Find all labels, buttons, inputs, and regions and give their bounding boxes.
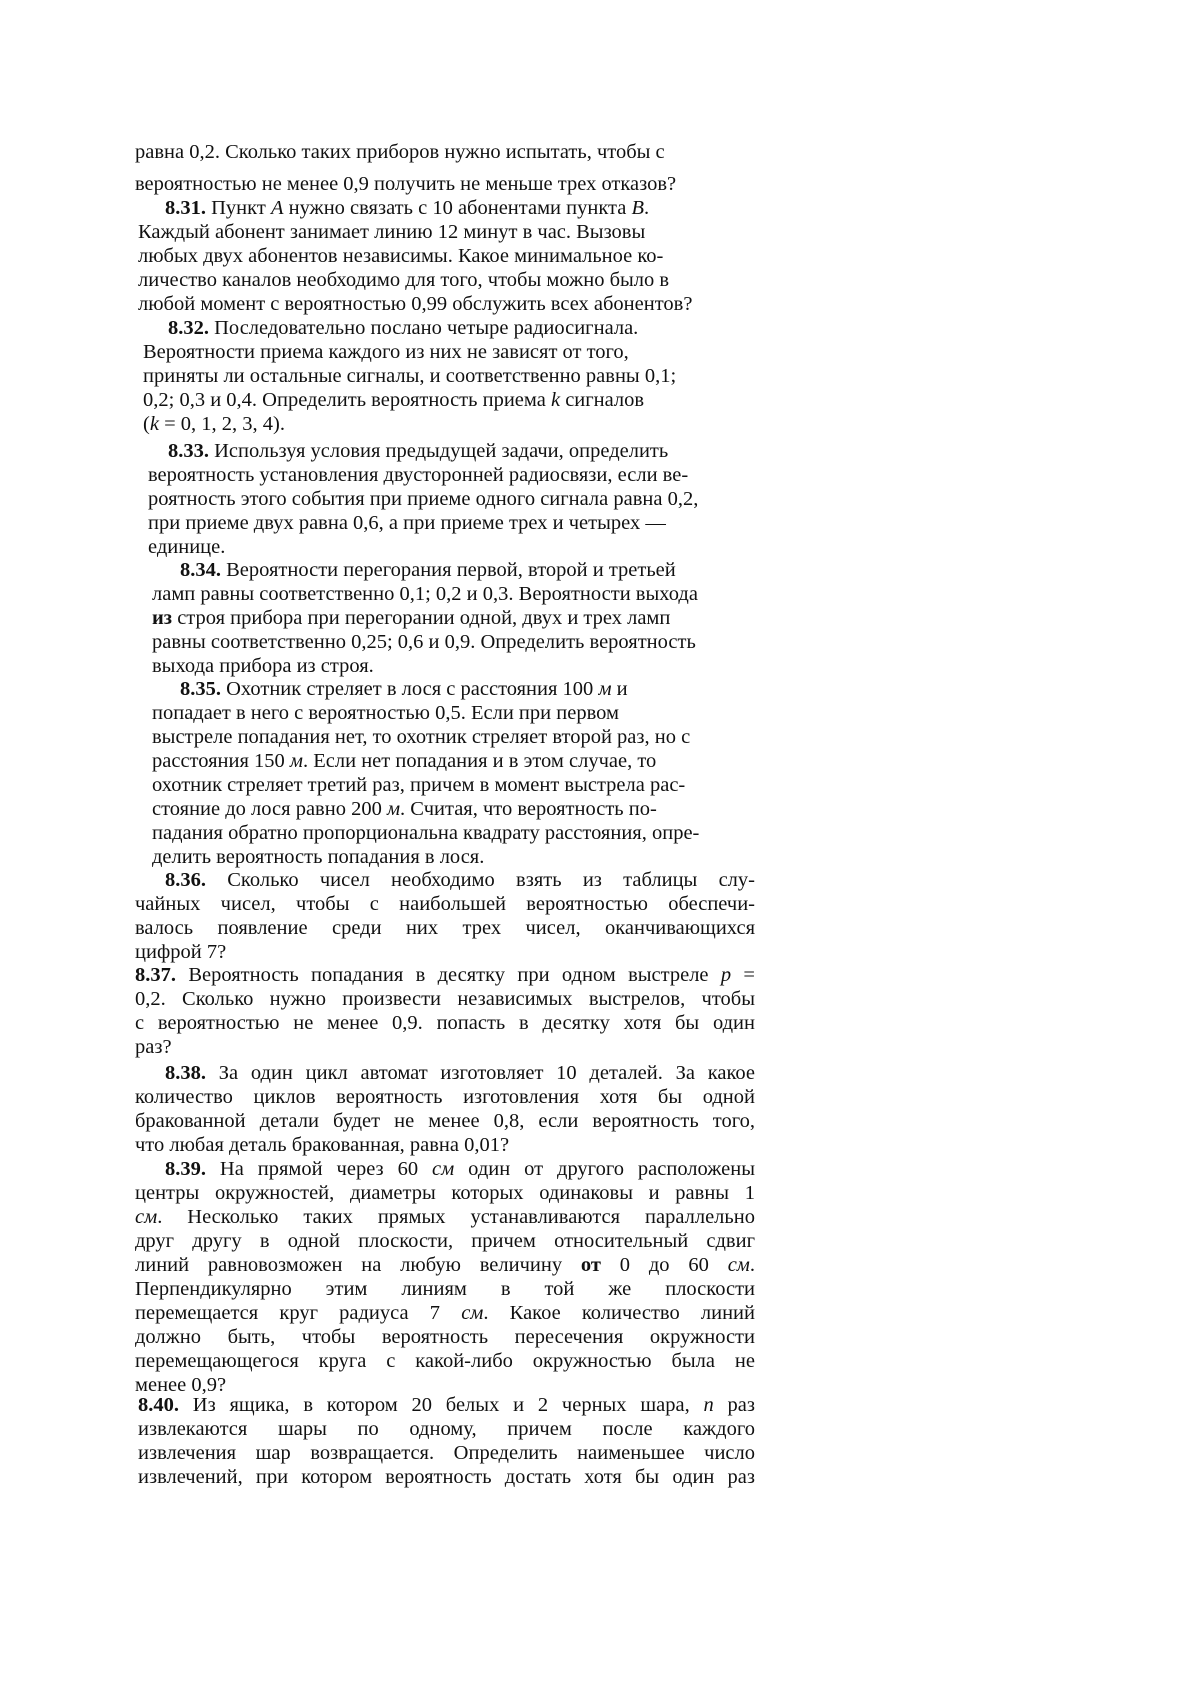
text-segment: менее 0,9? (135, 1374, 227, 1396)
text-line (135, 1061, 755, 1085)
text-segment: На прямой через 60 (206, 1158, 433, 1180)
text-line (152, 725, 699, 749)
text-segment: Вероятности перегорания первой, второй и третьей (221, 559, 676, 581)
text-line (138, 1417, 755, 1441)
text-segment: строя прибора при перегорании одной, двух и трех ламп (172, 607, 671, 629)
text-segment: Каждый абонент занимает линию 12 минут в час. Вызовы (138, 221, 646, 243)
italic-symbol: k (149, 413, 159, 435)
text-segment: вероятность установления двусторонней радиосвязи, если ве- (148, 464, 689, 486)
text-line (148, 439, 698, 463)
text-line (152, 845, 699, 869)
text-segment: раз (713, 1394, 755, 1416)
text-line (152, 654, 698, 678)
text-segment: Охотник стреляет в лося с расстояния 100 (221, 678, 599, 700)
problem-8-35 (152, 677, 699, 869)
text-line (152, 821, 699, 845)
text-line (135, 1011, 755, 1035)
text-line (135, 1253, 755, 1277)
text-line (135, 1229, 755, 1253)
italic-symbol: p (720, 964, 732, 986)
italic-symbol: см (727, 1254, 750, 1276)
text-segment: делить вероятность попадания в лося. (152, 846, 485, 868)
problem-8-32 (143, 316, 676, 436)
text-line (143, 340, 676, 364)
italic-symbol: k (550, 389, 561, 411)
text-segment: раз? (135, 1036, 172, 1058)
text-line (138, 268, 692, 292)
text-line (148, 511, 698, 535)
text-line (143, 316, 676, 340)
text-segment: стояние до лося равно 200 (152, 798, 387, 820)
text-line (143, 412, 676, 436)
text-segment: Используя условия предыдущей задачи, определить (209, 440, 669, 462)
text-segment: равны соответственно 0,25; 0,6 и 0,9. Определить вероятность (152, 631, 696, 653)
text-segment: извлекаются шары по одному, причем после каждого (138, 1418, 755, 1440)
text-line (135, 963, 755, 987)
text-segment: личество каналов необходимо для того, чтобы можно было в (138, 269, 670, 291)
problem-8-36 (135, 868, 755, 964)
text-line (152, 749, 699, 773)
problem-8-39 (135, 1157, 755, 1397)
text-line (135, 987, 755, 1011)
text-segment: 0,2; 0,3 и 0,4. Определить вероятность приема (143, 389, 551, 411)
text-segment: Пункт (206, 197, 271, 219)
text-segment: центры окружностей, диаметры которых одинаковы и равны 1 (135, 1182, 755, 1204)
text-line (138, 292, 692, 316)
text-segment: бракованной детали будет не менее 0,8, если вероятность того, (135, 1110, 755, 1132)
text-segment: выстреле попадания нет, то охотник стреляет второй раз, но с (152, 726, 691, 748)
text-segment: что любая деталь бракованная, равна 0,01? (135, 1134, 510, 1156)
text-segment: извлечений, при котором вероятность достать хотя бы один раз (138, 1466, 755, 1488)
text-segment: расстояния 150 (152, 750, 290, 772)
italic-symbol: м (289, 750, 303, 772)
text-line (135, 1133, 755, 1157)
text-segment: должно быть, чтобы вероятность пересечения окружности (135, 1326, 755, 1348)
text-line (135, 916, 755, 940)
problem-8-40 (138, 1393, 755, 1489)
text-line (135, 1085, 755, 1109)
text-line (135, 1349, 755, 1373)
text-line (152, 773, 699, 797)
text-line (148, 535, 698, 559)
text-line (152, 606, 698, 630)
text-segment: цифрой 7? (135, 941, 227, 963)
text-segment: 0,2. Сколько нужно произвести независимых выстрелов, чтобы (135, 988, 755, 1010)
text-segment: = 0, 1, 2, 3, 4). (158, 413, 285, 435)
text-segment: линий равновозможен на любую величину (135, 1254, 581, 1276)
problem-8-38 (135, 1061, 755, 1157)
problem-number: 8.40. (138, 1394, 179, 1416)
text-line (138, 1393, 755, 1417)
text-segment: ламп равны соответственно 0,1; 0,2 и 0,3. Вероятности выхода (152, 583, 698, 605)
text-segment: вероятностью не менее 0,9 получить не меньше трех отказов? (135, 173, 677, 195)
text-line (135, 940, 755, 964)
problem-number: 8.35. (180, 678, 221, 700)
text-line (152, 701, 699, 725)
italic-symbol: м (598, 678, 612, 700)
bold-word: от (580, 1254, 601, 1276)
text-segment: выхода прибора из строя. (152, 655, 374, 677)
text-segment: с вероятностью не менее 0,9. попасть в десятку хотя бы один (135, 1012, 755, 1034)
text-line (135, 868, 755, 892)
text-line (135, 136, 676, 168)
text-line (148, 487, 698, 511)
italic-symbol: см (461, 1302, 484, 1324)
text-segment: валось появление среди них трех чисел, оканчивающихся (135, 917, 755, 939)
text-line (135, 1277, 755, 1301)
problem-number: 8.31. (165, 197, 206, 219)
text-segment: любой момент с вероятностью 0,99 обслужить всех абонентов? (138, 293, 693, 315)
text-segment: Вероятность попадания в десятку при одном выстреле (176, 964, 721, 986)
problem-8-33 (148, 439, 698, 559)
text-line (148, 463, 698, 487)
continued-problem-text (135, 136, 676, 200)
text-segment: = (731, 964, 755, 986)
text-line (135, 1035, 755, 1059)
text-segment: . (643, 197, 650, 219)
text-segment: охотник стреляет третий раз, причем в момент выстрела рас- (152, 774, 686, 796)
text-segment: друг другу в одной плоскости, причем относительный сдвиг (135, 1230, 755, 1252)
text-segment: нужно связать с 10 абонентами пункта (283, 197, 632, 219)
text-line (135, 1157, 755, 1181)
problem-8-31 (138, 196, 692, 316)
problem-number: 8.37. (135, 964, 176, 986)
text-segment: единице. (148, 536, 226, 558)
text-line (152, 582, 698, 606)
text-line (135, 1301, 755, 1325)
text-segment: любых двух абонентов независимы. Какое минимальное ко- (138, 245, 664, 267)
problem-number: 8.33. (168, 440, 209, 462)
text-segment: перемещающегося круга с какой-либо окружностью была не (135, 1350, 755, 1372)
problem-number: 8.38. (165, 1062, 206, 1084)
text-line (143, 388, 676, 412)
problem-number: 8.39. (165, 1158, 206, 1180)
text-segment: чайных чисел, чтобы с наибольшей вероятностью обеспечи- (135, 893, 755, 915)
text-segment: приняты ли остальные сигналы, и соответственно равны 0,1; (143, 365, 677, 387)
text-segment: перемещается круг радиуса 7 (135, 1302, 462, 1324)
text-line (135, 1325, 755, 1349)
text-segment: попадает в него с вероятностью 0,5. Если при первом (152, 702, 619, 724)
problem-number: 8.32. (168, 317, 209, 339)
text-segment: . Считая, что вероятность по- (400, 798, 657, 820)
italic-symbol: см (135, 1206, 158, 1228)
text-segment: один от другого расположены (454, 1158, 756, 1180)
text-segment: . Если нет попадания и в этом случае, то (303, 750, 657, 772)
text-line (138, 220, 692, 244)
problem-8-37 (135, 963, 755, 1059)
text-line (135, 1181, 755, 1205)
text-segment: Сколько чисел необходимо взять из таблицы слу- (206, 869, 755, 891)
text-line (135, 892, 755, 916)
italic-symbol: см (432, 1158, 455, 1180)
italic-symbol: А (270, 197, 284, 219)
text-line (138, 196, 692, 220)
text-segment: сигналов (560, 389, 645, 411)
italic-symbol: м (386, 798, 401, 820)
text-segment: . Какое количество линий (483, 1302, 756, 1324)
problem-number: 8.36. (165, 869, 206, 891)
text-segment: при приеме двух равна 0,6, а при приеме трех и четырех — (148, 512, 666, 534)
text-line (152, 630, 698, 654)
italic-symbol: В (631, 197, 644, 219)
text-segment: и (611, 678, 628, 700)
italic-symbol: n (703, 1394, 714, 1416)
text-segment: падания обратно пропорциональна квадрату расстояния, опре- (152, 822, 700, 844)
text-line (135, 1205, 755, 1229)
problem-number: 8.34. (180, 559, 221, 581)
text-line (138, 1465, 755, 1489)
text-segment: Из ящика, в котором 20 белых и 2 черных шара, (179, 1394, 704, 1416)
text-segment: Вероятности приема каждого из них не зависят от того, (143, 341, 629, 363)
bold-word: из (152, 607, 173, 629)
text-line (143, 364, 676, 388)
text-segment: За один цикл автомат изготовляет 10 деталей. За какое (206, 1062, 755, 1084)
text-segment: . (749, 1254, 755, 1276)
text-segment: Перпендикулярно этим линиям в той же плоскости (135, 1278, 755, 1300)
text-line (138, 244, 692, 268)
text-segment: . Несколько таких прямых устанавливаются параллельно (157, 1206, 755, 1228)
text-segment: роятность этого события при приеме одного сигнала равна 0,2, (148, 488, 699, 510)
text-line (135, 1109, 755, 1133)
text-segment: Последовательно послано четыре радиосигнала. (209, 317, 639, 339)
text-line (152, 558, 698, 582)
text-line (138, 1441, 755, 1465)
text-segment: ( (143, 413, 150, 435)
text-segment: извлечения шар возвращается. Определить наименьшее число (138, 1442, 755, 1464)
text-segment: 0 до 60 (600, 1254, 728, 1276)
text-segment: равна 0,2. Сколько таких приборов нужно испытать, чтобы с (135, 141, 665, 163)
text-line (152, 677, 699, 701)
text-line (152, 797, 699, 821)
problem-8-34 (152, 558, 698, 678)
text-segment: количество циклов вероятность изготовления хотя бы одной (135, 1086, 755, 1108)
